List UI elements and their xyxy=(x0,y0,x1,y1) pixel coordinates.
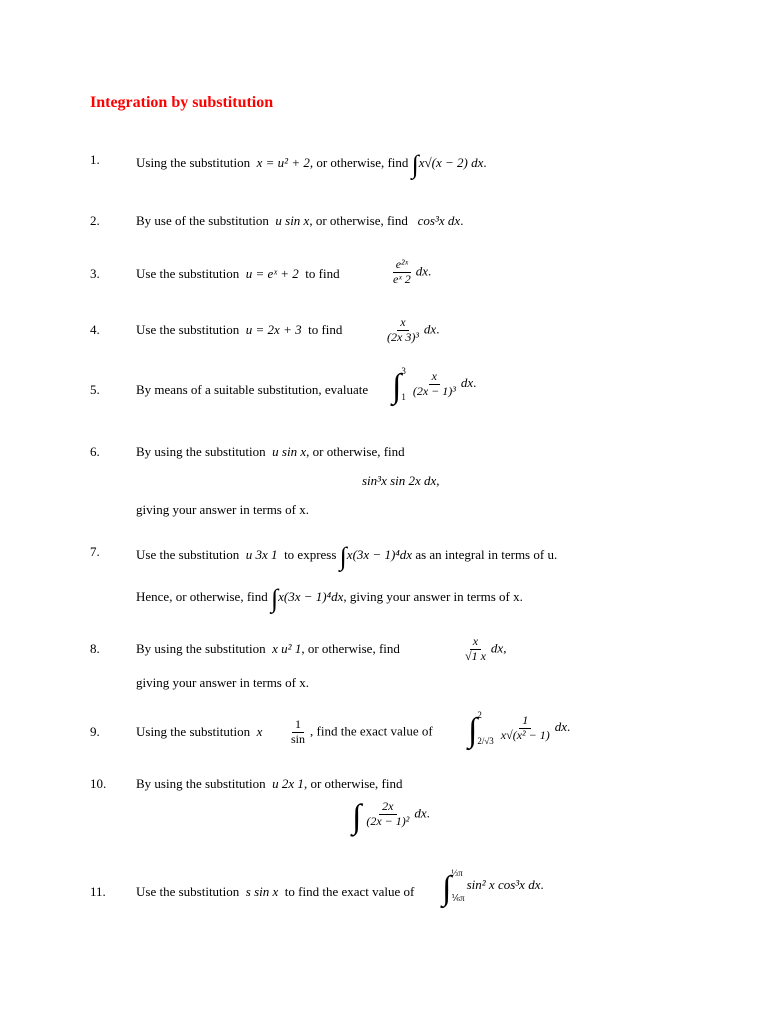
integral-limits xyxy=(477,710,493,746)
fraction xyxy=(498,714,553,743)
differential: dx xyxy=(414,805,427,821)
question-number: 9. xyxy=(90,724,100,739)
fraction xyxy=(363,800,412,829)
lower-limit: 1 xyxy=(401,392,406,402)
fraction-denominator: eˣ 2 xyxy=(393,271,411,286)
question-text: Using the substitution xyxy=(136,724,251,739)
document-title: Integration by substitution xyxy=(90,94,274,111)
fraction-numerator: x xyxy=(397,316,408,331)
question-number: 10. xyxy=(90,776,107,791)
question-text: Using the substitution xyxy=(136,155,251,170)
punctuation: . xyxy=(436,321,440,337)
integral-sign: ∫ xyxy=(442,869,452,907)
substitution: s sin x xyxy=(245,884,279,899)
fraction-denominator: (2x − 1)³ xyxy=(412,383,456,398)
substitution: u 2x 1 xyxy=(272,776,304,791)
fraction-numerator: e²ˣ xyxy=(393,258,411,273)
upper-limit: 3 xyxy=(401,366,406,376)
question-number: 8. xyxy=(90,641,100,656)
question-text: , find the exact value of xyxy=(310,723,433,739)
punctuation: . xyxy=(473,374,477,390)
integrand: sin² x cos³x dx xyxy=(466,876,541,892)
integrand: x(3x − 1)⁴dx xyxy=(346,547,413,562)
fraction-numerator: 1 xyxy=(519,714,531,729)
question-text: giving your answer in terms of x. xyxy=(136,675,309,690)
differential: dx xyxy=(460,374,474,390)
substitution: u sin x xyxy=(272,444,307,459)
integral-sign: ∫ xyxy=(352,798,362,836)
question-text: , giving your answer in terms of x. xyxy=(343,589,523,604)
punctuation: . xyxy=(483,155,487,170)
question-text: , or otherwise, find xyxy=(303,776,403,791)
substitution: u = eˣ + 2 xyxy=(245,266,299,281)
punctuation: . xyxy=(428,263,432,279)
question-number: 7. xyxy=(90,544,100,559)
integral-limits xyxy=(401,366,406,402)
question-text: as an integral in terms of u. xyxy=(415,547,558,562)
question-text: By using the substitution xyxy=(136,444,266,459)
substitution: u = 2x + 3 xyxy=(245,322,302,337)
question-text: , or otherwise, find xyxy=(309,213,408,228)
question-text: Use the substitution xyxy=(136,266,240,281)
integral-sign: ∫ xyxy=(392,367,402,405)
punctuation: . xyxy=(426,805,430,821)
question-text: Use the substitution xyxy=(136,547,240,562)
substitution: u sin x xyxy=(275,213,310,228)
fraction-denominator: (2x 3)³ xyxy=(387,329,419,344)
differential: dx xyxy=(415,263,428,279)
question-number: 6. xyxy=(90,444,100,459)
upper-limit: 2 xyxy=(477,710,482,720)
fraction-denominator: sin xyxy=(291,731,306,746)
question-text: , or otherwise, find xyxy=(301,641,400,656)
substitution: x u² 1 xyxy=(272,641,302,656)
question-text: By use of the substitution xyxy=(136,213,269,228)
question-number: 2. xyxy=(90,213,100,228)
question-text: , or otherwise, find xyxy=(306,444,405,459)
question-text: to find the exact value of xyxy=(284,884,415,899)
fraction-numerator: x xyxy=(470,635,481,650)
differential: dx xyxy=(423,321,437,337)
differential: dx xyxy=(554,718,567,734)
fraction-denominator: x√(x² − 1) xyxy=(500,727,550,742)
question-text: By using the substitution xyxy=(136,776,266,791)
question-text: to express xyxy=(284,547,337,562)
integrand: x√(x − 2) dx xyxy=(418,155,484,170)
fraction xyxy=(384,316,422,345)
integrand: cos³x dx xyxy=(417,213,461,228)
substitution: u 3x 1 xyxy=(245,547,278,562)
integral-sign: ∫ xyxy=(271,584,279,613)
lower-limit: 2/√3 xyxy=(477,736,494,746)
fraction-numerator: 2x xyxy=(379,800,396,815)
upper-limit: ⅓π xyxy=(451,868,463,878)
question-number: 4. xyxy=(90,322,100,337)
punctuation: . xyxy=(567,718,571,734)
fraction xyxy=(390,258,414,287)
question-number: 1. xyxy=(90,152,100,167)
integral-sign: ∫ xyxy=(411,150,419,179)
question-number: 5. xyxy=(90,382,100,397)
fraction-denominator: √1 x xyxy=(465,648,486,663)
fraction-denominator: (2x − 1)² xyxy=(366,813,410,828)
question-text: , or otherwise, find xyxy=(309,155,409,170)
punctuation: . xyxy=(540,876,544,892)
question-text: Use the substitution xyxy=(136,884,240,899)
question-text: to find xyxy=(308,322,343,337)
question-text: By using the substitution xyxy=(136,641,266,656)
question-text: Use the substitution xyxy=(136,322,240,337)
integral-limits xyxy=(451,868,464,904)
fraction xyxy=(462,635,489,664)
fraction xyxy=(288,718,308,747)
differential: dx, xyxy=(490,640,507,656)
substitution-variable: x xyxy=(256,724,263,739)
fraction-numerator: x xyxy=(429,370,440,385)
punctuation: . xyxy=(460,213,464,228)
substitution: x = u² + 2 xyxy=(256,155,310,170)
lower-limit: ⅙π xyxy=(451,893,465,903)
question-text: Hence, or otherwise, find xyxy=(136,589,268,604)
integral-sign: ∫ xyxy=(468,711,478,749)
integrand: x(3x − 1)⁴dx xyxy=(278,589,344,604)
fraction xyxy=(410,370,459,399)
integrand: sin³x sin 2x dx, xyxy=(362,473,440,488)
question-number: 11. xyxy=(90,884,106,899)
question-text: to find xyxy=(305,266,340,281)
question-text: By means of a suitable substitution, evaluate xyxy=(136,382,369,397)
fraction-numerator: 1 xyxy=(292,718,304,733)
integral-sign: ∫ xyxy=(339,542,347,571)
question-text: giving your answer in terms of x. xyxy=(136,502,309,517)
question-number: 3. xyxy=(90,266,100,281)
